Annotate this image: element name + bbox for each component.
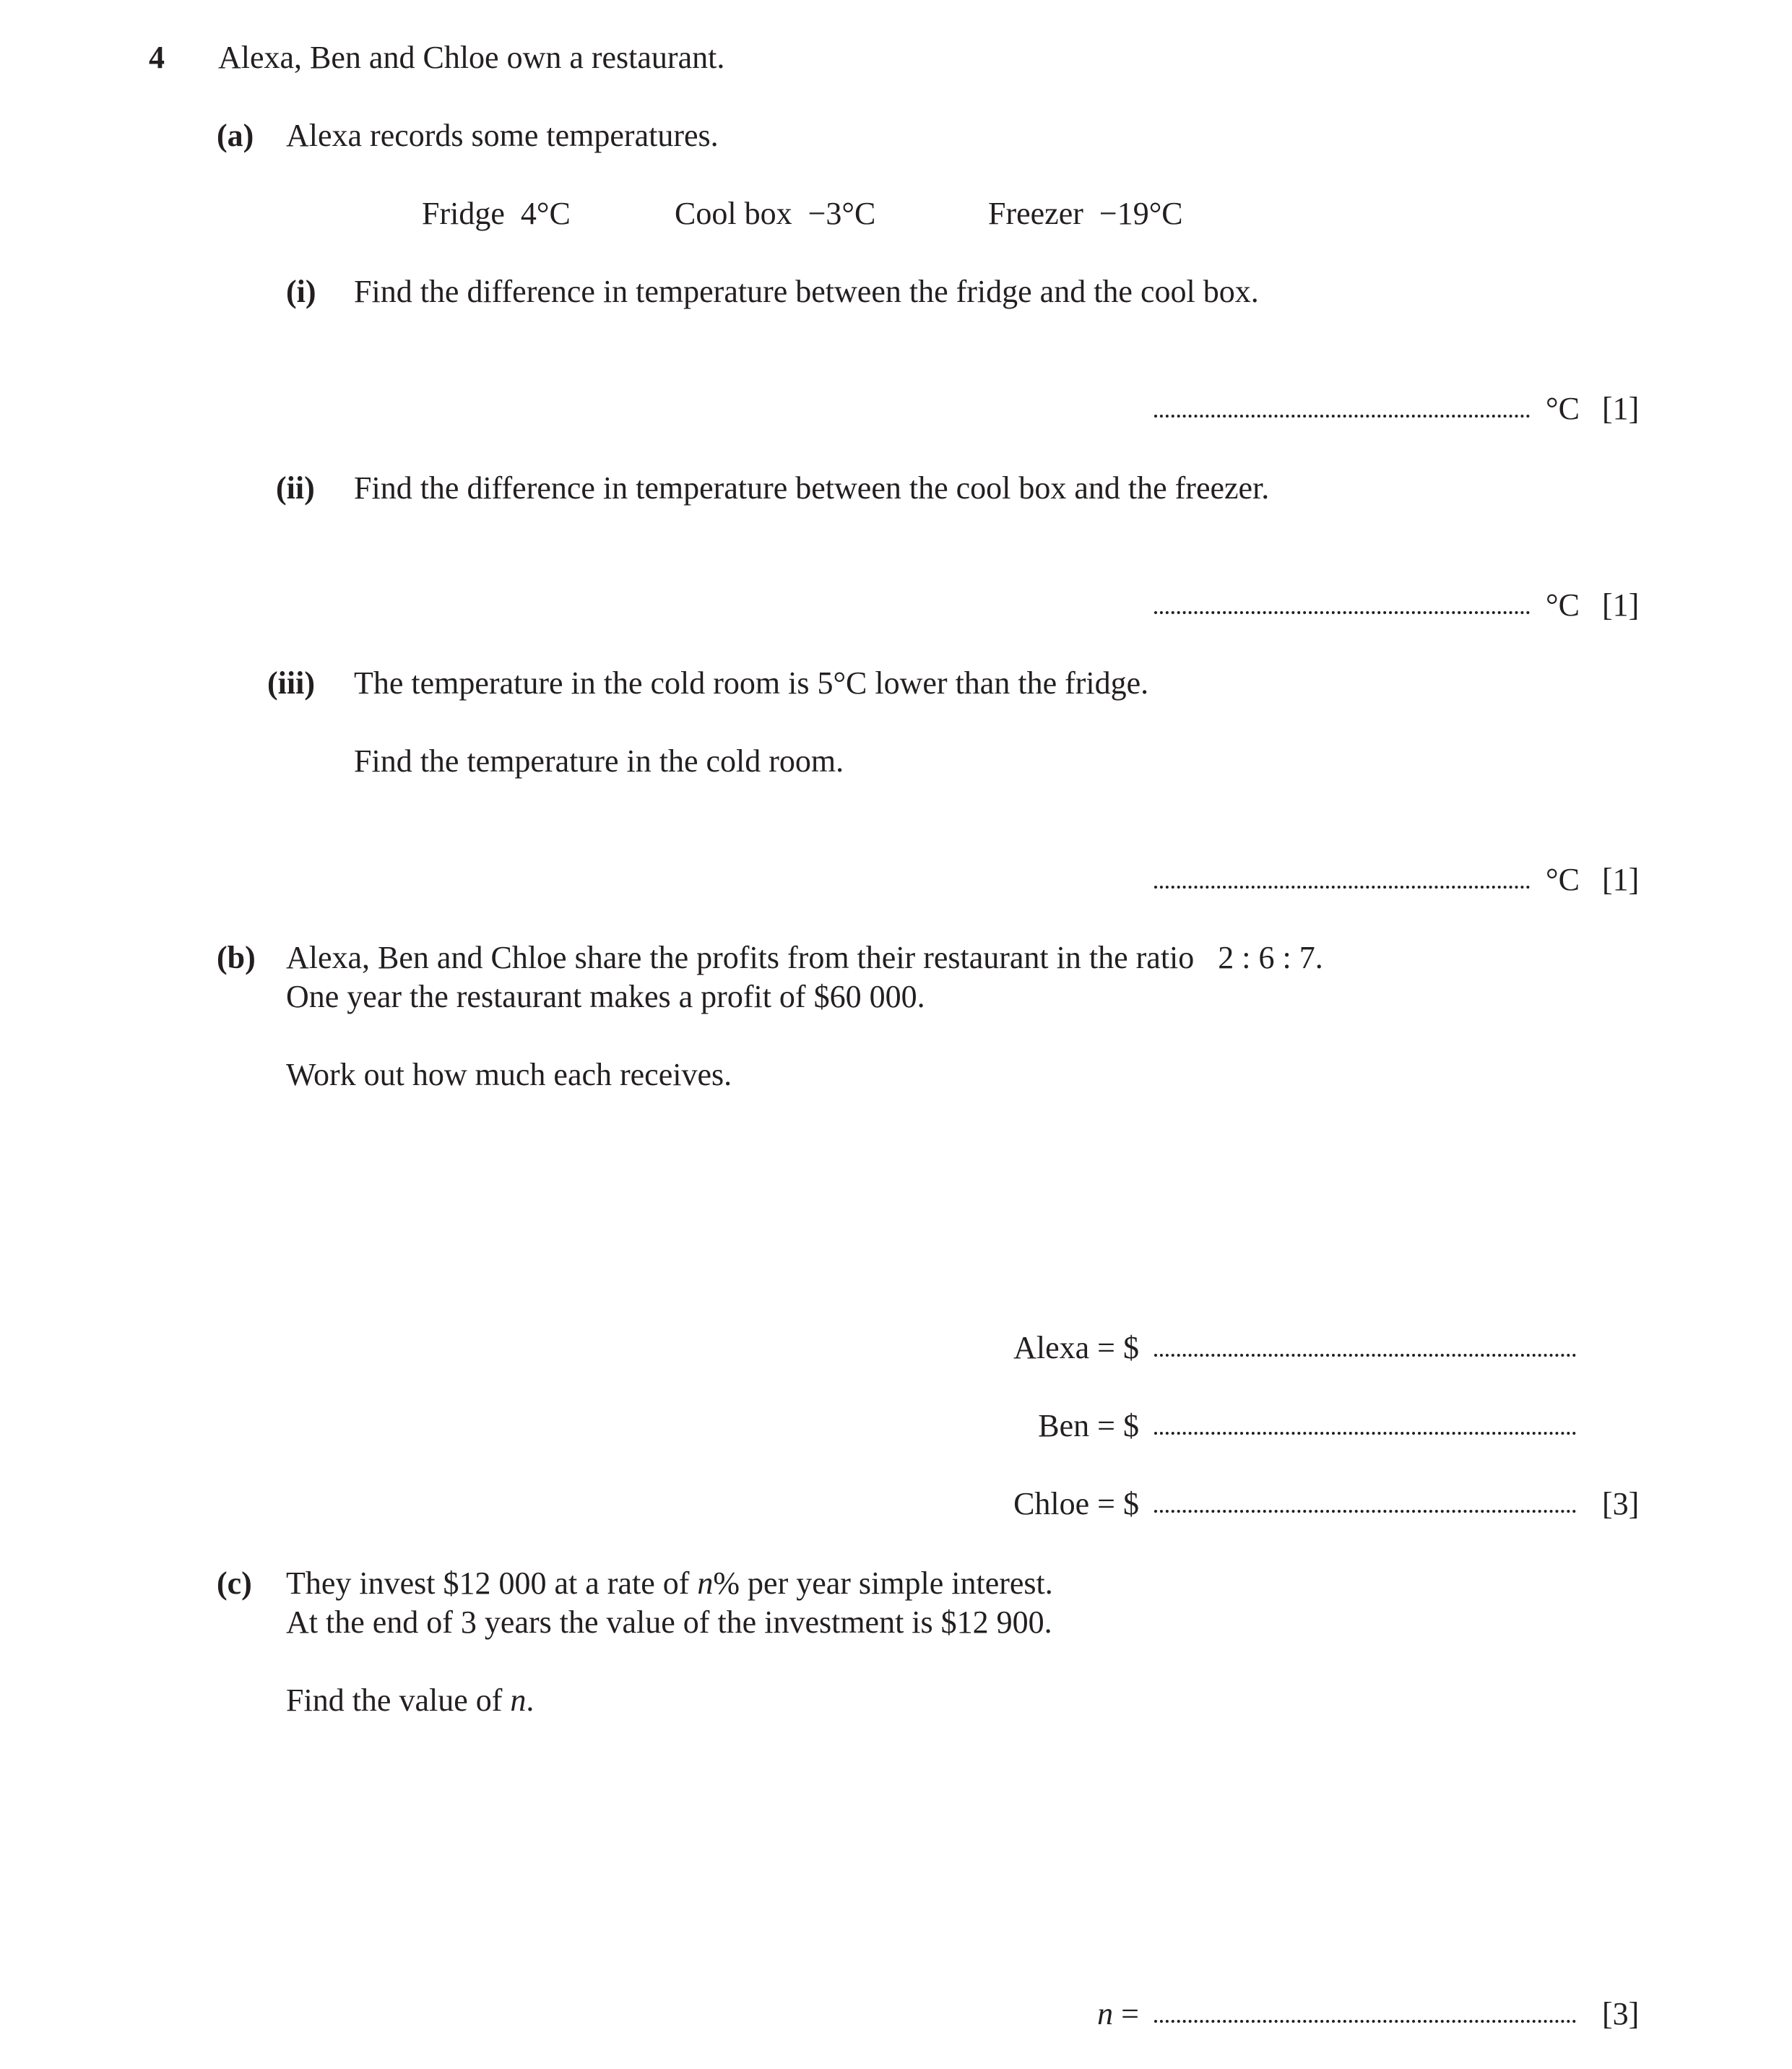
part-c-label: (c) — [217, 1565, 252, 1601]
answer-line-a-iii[interactable] — [1154, 886, 1530, 889]
part-a-iii-text1: The temperature in the cold room is 5°C lower than the fridge. — [354, 665, 1149, 701]
marks-c: [3] — [1602, 1996, 1640, 2031]
part-c-line1: They invest $12 000 at a rate of n% per year simple interest. — [286, 1565, 1053, 1601]
part-b-line2: One year the restaurant makes a profit of $60 000. — [286, 979, 925, 1014]
unit-a-ii: °C — [1546, 587, 1580, 623]
alexa-label: Alexa = $ — [1013, 1330, 1139, 1365]
part-b-line1: Alexa, Ben and Chloe share the profits from their restaurant in the ratio 2 : 6 : 7. — [286, 940, 1323, 975]
marks-b: [3] — [1602, 1486, 1640, 1521]
question-number: 4 — [149, 40, 165, 75]
marks-a-i: [1] — [1602, 391, 1640, 426]
answer-line-a-i[interactable] — [1154, 415, 1530, 418]
variable-n: n — [697, 1565, 714, 1601]
part-a-text: Alexa records some temperatures. — [286, 118, 719, 153]
part-c-line3: Find the value of n. — [286, 1683, 534, 1718]
n-label: n = — [1097, 1996, 1139, 2031]
part-c-line2: At the end of 3 years the value of the investment is $12 900. — [286, 1604, 1052, 1640]
chloe-label: Chloe = $ — [1013, 1486, 1139, 1521]
answer-line-chloe[interactable] — [1154, 1510, 1576, 1513]
part-b-line3: Work out how much each receives. — [286, 1057, 732, 1092]
part-a-label: (a) — [217, 118, 254, 153]
variable-n: n — [510, 1683, 527, 1718]
marks-a-ii: [1] — [1602, 587, 1640, 623]
marks-a-iii: [1] — [1602, 862, 1640, 897]
part-a-i-text: Find the difference in temperature between the fridge and the cool box. — [354, 274, 1259, 309]
temp-fridge: Fridge 4°C — [422, 196, 571, 231]
part-a-i-label: (i) — [286, 274, 316, 309]
answer-line-a-ii[interactable] — [1154, 611, 1530, 614]
question-intro: Alexa, Ben and Chloe own a restaurant. — [218, 40, 725, 75]
part-a-ii-text: Find the difference in temperature between the cool box and the freezer. — [354, 470, 1270, 506]
ben-label: Ben = $ — [1038, 1408, 1139, 1443]
answer-line-alexa[interactable] — [1154, 1354, 1576, 1357]
part-b-label: (b) — [217, 940, 256, 975]
unit-a-i: °C — [1546, 391, 1580, 426]
temp-coolbox: Cool box −3°C — [675, 196, 876, 231]
part-a-ii-label: (ii) — [276, 470, 315, 506]
part-a-iii-label: (iii) — [267, 665, 315, 701]
unit-a-iii: °C — [1546, 862, 1580, 897]
temp-freezer: Freezer −19°C — [988, 196, 1183, 231]
part-a-iii-text2: Find the temperature in the cold room. — [354, 743, 844, 779]
answer-line-ben[interactable] — [1154, 1432, 1576, 1435]
answer-line-n[interactable] — [1154, 2020, 1576, 2023]
